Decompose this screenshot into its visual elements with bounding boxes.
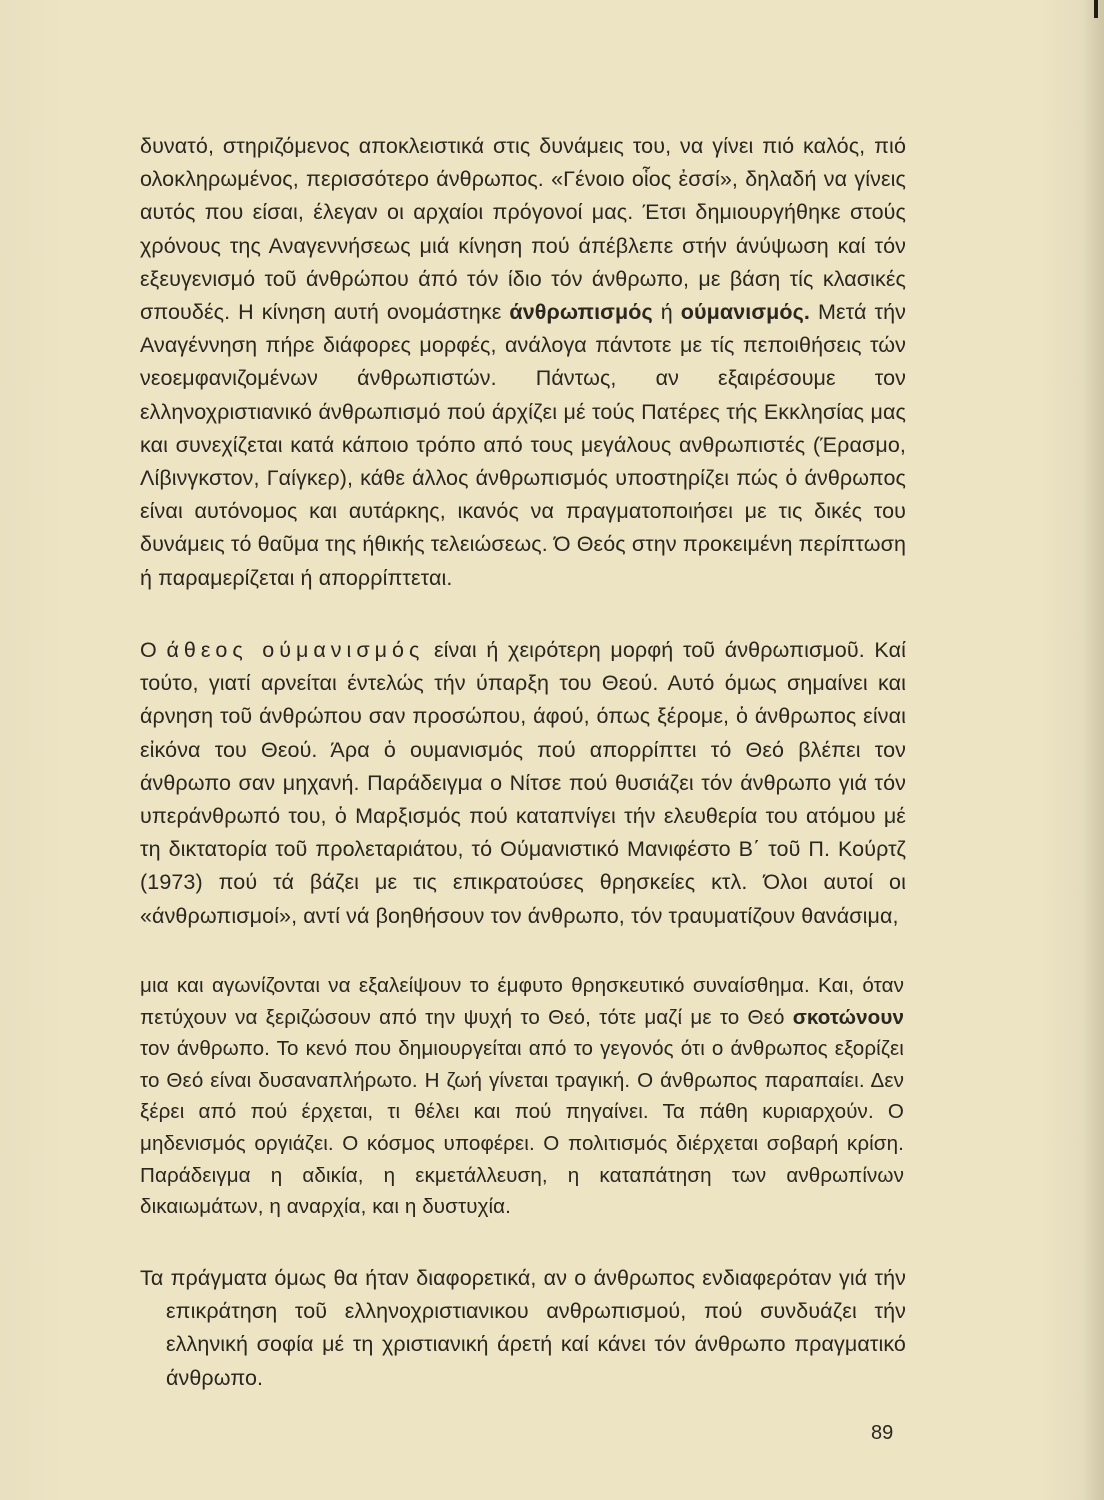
paragraph-3-text-a: μια και αγωνίζονται να εξαλείψουν το έμφυτο θρησκευτικό συναίσθημα. Και, όταν πετύχουν να ξεριζώσουν από την ψυχή το Θεό, τότε μαζί με το Θεό — [140, 974, 904, 1029]
paragraph-4-text: Τα πράγματα όμως θα ήταν διαφορετικά, αν ο άνθρωπος ενδιαφερόταν γιά τήν επικράτηση τοῦ ελληνοχριστιανικου ανθρωπισμού, πού συνδυάζει τήν ελληνική σοφία μέ τη χριστιανική άρετή καί κάνει τόν άνθρωπο πραγματικό άνθρωπο. — [140, 1266, 906, 1390]
term-anthropismos: άνθρωπισμός — [509, 300, 653, 325]
paragraph-1-conjunction: ή — [660, 300, 673, 325]
paragraph-2 — [140, 634, 906, 933]
spaced-term-atheos-oumanismos: άθεος ούμανισμός — [166, 638, 425, 662]
corner-mark — [1094, 0, 1098, 18]
paragraph-4 — [140, 1262, 906, 1395]
page-edge-shadow — [1082, 0, 1104, 1500]
term-oumanismos: ούμανισμός. — [680, 300, 810, 325]
term-skotonoun: σκοτώνουν — [792, 1005, 904, 1029]
paragraph-2-lead: Ο — [140, 638, 157, 662]
paragraph-1 — [140, 130, 906, 595]
paragraph-3 — [140, 970, 904, 1223]
paragraph-3-text-b: τον άνθρωπο. Το κενό που δημιουργείται από το γεγονός ότι ο άνθρωπος εξορίζει το Θεό είναι δυσαναπλήρωτο. Η ζωή γίνεται τραγική. Ο άνθρωπος παραπαίει. Δεν ξέρει από πού έρχεται, τι θέλει και πού πηγαίνει. Τα πάθη κυριαρχούν. Ο μηδενισμός οργιάζει. Ο κόσμος υποφέρει. Ο πολιτισμός διέρχεται σοβαρή κρίση. Παράδειγμα η αδικία, η εκμετάλλευση, η καταπάτηση των ανθρωπίνων δικαιωμάτων, η αναρχία, και η δυστυχία. — [140, 1037, 904, 1219]
paragraph-1-text-b: Μετά τήν Αναγέννηση πήρε διάφορες μορφές, ανάλογα πάντοτε με τίς πεποιθήσεις τών νεοεμφανιζομένων άνθρωπιστών. Πάντως, αν εξαιρέσουμε τον ελληνοχριστιανικό άνθρωπισμό πού άρχίζει μέ τούς Πατέρες τής Εκκλησίας μας και συνεχίζεται κατά κάποιο τρόπο από τους μεγάλους ανθρωπιστές (Έρασμο, Λίβινγκστον, Γαίγκερ), κάθε άλλος άνθρωπισμός υποστηρίζει πώς ὁ άνθρωπος είναι αυτόνομος και αυτάρκης, ικανός να πραγματοποιήσει με τις δικές του δυνάμεις τό θαῦμα της ήθικής τελειώσεως. Ό Θεός στην προκειμένη περίπτωση ή παραμερίζεται ή απορρίπτεται. — [140, 300, 907, 590]
page-number: 89 — [871, 1422, 894, 1444]
paragraph-2-text: είναι ή χειρότερη μορφή τοῦ άνθρωπισμοῦ. Καί τούτο, γιατί αρνείται έντελώς τήν ύπαρξη του Θεού. Αυτό όμως σημαίνει και άρνηση τοῦ άνθρώπου σαν προσώπου, άφού, όπως ξέρομε, ὁ άνθρωπος είναι εἰκόνα του Θεού. Άρα ὁ ουμανισμός πού απορρίπτει τό Θεό βλέπει τον άνθρωπο σαν μηχανή. Παράδειγμα ο Νίτσε πού θυσιάζει τόν άνθρωπο γιά τόν υπεράνθρωπό του, ὁ Μαρξισμός πού καταπνίγει τήν ελευθερία του ατόμου μέ τη δικτατορία τοῦ προλεταριάτου, τό Ούμανιστικό Μανιφέστο Β΄ τοῦ Π. Κούρτζ (1973) πού τά βάζει με τις επικρατούσες θρησκείες κτλ. Όλοι αυτοί οι «άνθρωπισμοί», αντί νά βοηθήσουν τον άνθρωπο, τόν τραυματίζουν θανάσιμα, — [140, 638, 906, 928]
paragraph-1-text-a: δυνατό, στηριζόμενος αποκλειστικά στις δυνάμεις του, να γίνει πιό καλός, πιό ολοκληρωμένος, περισσότερο άνθρωπος. «Γένοιο οἷος ἐσσί», δηλαδή να γίνεις αυτός που είσαι, έλεγαν οι αρχαίοι πρόγονοί μας. Έτσι δημιουργήθηκε στούς χρόνους της Αναγεννήσεως μιά κίνηση πού άπέβλεπε στήν άνύψωση καί τόν εξευγενισμό τοῦ άνθρώπου άπό τόν ίδιο τόν άνθρωπο, με βάση τίς κλασικές σπουδές. Η κίνηση αυτή ονομάστηκε — [140, 134, 906, 325]
